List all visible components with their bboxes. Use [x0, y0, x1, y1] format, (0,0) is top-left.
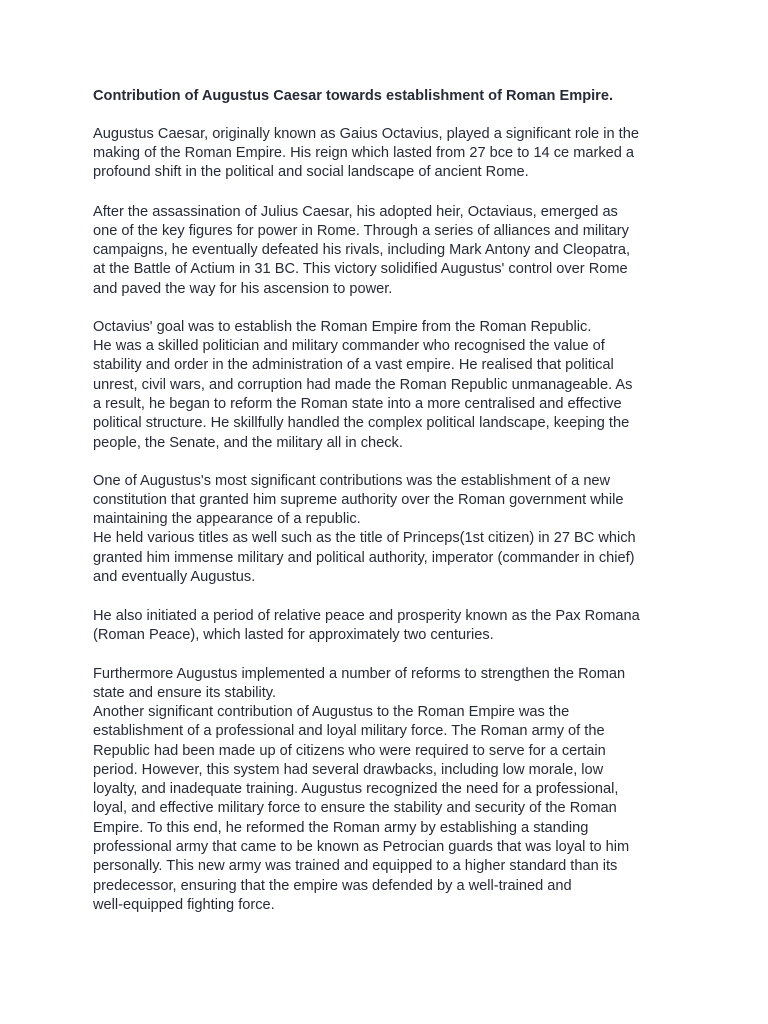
paragraph-3-line: a result, he began to reform the Roman state into a more centralised and effective	[93, 396, 622, 412]
paragraph-4-line: constitution that granted him supreme authority over the Roman government while	[93, 492, 624, 508]
paragraph-6-line: predecessor, ensuring that the empire was defended by a well-trained and	[93, 878, 572, 894]
paragraph-6-line: loyalty, and inadequate training. Augustus recognized the need for a professional,	[93, 781, 619, 797]
paragraph-2-line: one of the key figures for power in Rome. Through a series of alliances and military	[93, 223, 629, 239]
paragraph-4-line: He held various titles as well such as the title of Princeps(1st citizen) in 27 BC which	[93, 530, 636, 546]
paragraph-2-line: campaigns, he eventually defeated his rivals, including Mark Antony and Cleopatra,	[93, 242, 631, 258]
paragraph-6-line: establishment of a professional and loyal military force. The Roman army of the	[93, 723, 605, 739]
paragraph-6-line: period. However, this system had several drawbacks, including low morale, low	[93, 762, 604, 778]
paragraph-3-line: unrest, civil wars, and corruption had made the Roman Republic unmanageable. As	[93, 377, 633, 393]
paragraph-6-line: loyal, and effective military force to ensure the stability and security of the Roman	[93, 800, 617, 816]
paragraph-4-line: and eventually Augustus.	[93, 569, 256, 585]
paragraph-2-line: and paved the way for his ascension to power.	[93, 281, 393, 297]
paragraph-3-line: political structure. He skillfully handled the complex political landscape, keeping the	[93, 415, 630, 431]
paragraph-1-line: Augustus Caesar, originally known as Gaius Octavius, played a significant role in the	[93, 126, 639, 142]
paragraph-1-line: making of the Roman Empire. His reign which lasted from 27 bce to 14 ce marked a	[93, 145, 635, 161]
paragraph-5-line: He also initiated a period of relative peace and prosperity known as the Pax Romana	[93, 608, 640, 624]
paragraph-3-line: stability and order in the administration of a vast empire. He realised that political	[93, 357, 614, 373]
paragraph-3-line: people, the Senate, and the military all in check.	[93, 435, 403, 451]
paragraph-6-line: state and ensure its stability.	[93, 685, 277, 701]
paragraph-3-line: Octavius' goal was to establish the Roman Empire from the Roman Republic.	[93, 319, 592, 335]
paragraph-4-line: maintaining the appearance of a republic.	[93, 511, 361, 527]
paragraph-2-line: at the Battle of Actium in 31 BC. This victory solidified Augustus' control over Rome	[93, 261, 628, 277]
paragraph-6-line: well-equipped fighting force.	[93, 897, 275, 913]
paragraph-6-line: Furthermore Augustus implemented a number of reforms to strengthen the Roman	[93, 666, 626, 682]
paragraph-3-line: He was a skilled politician and military commander who recognised the value of	[93, 338, 605, 354]
paragraph-6-line: Empire. To this end, he reformed the Roman army by establishing a standing	[93, 820, 589, 836]
paragraph-6-line: personally. This new army was trained and equipped to a higher standard than its	[93, 858, 618, 874]
document-title: Contribution of Augustus Caesar towards establishment of Roman Empire.	[93, 88, 614, 104]
paragraph-2-line: After the assassination of Julius Caesar, his adopted heir, Octaviaus, emerged as	[93, 204, 618, 220]
paragraph-6-line: Another significant contribution of Augustus to the Roman Empire was the	[93, 704, 570, 720]
paragraph-6-line: Republic had been made up of citizens who were required to serve for a certain	[93, 743, 606, 759]
paragraph-6-line: professional army that came to be known as Petrocian guards that was loyal to him	[93, 839, 630, 855]
paragraph-4-line: One of Augustus's most significant contributions was the establishment of a new	[93, 473, 611, 489]
paragraph-5-line: (Roman Peace), which lasted for approximately two centuries.	[93, 627, 494, 643]
paragraph-1-line: profound shift in the political and social landscape of ancient Rome.	[93, 164, 529, 180]
paragraph-4-line: granted him immense military and political authority, imperator (commander in chief)	[93, 550, 635, 566]
